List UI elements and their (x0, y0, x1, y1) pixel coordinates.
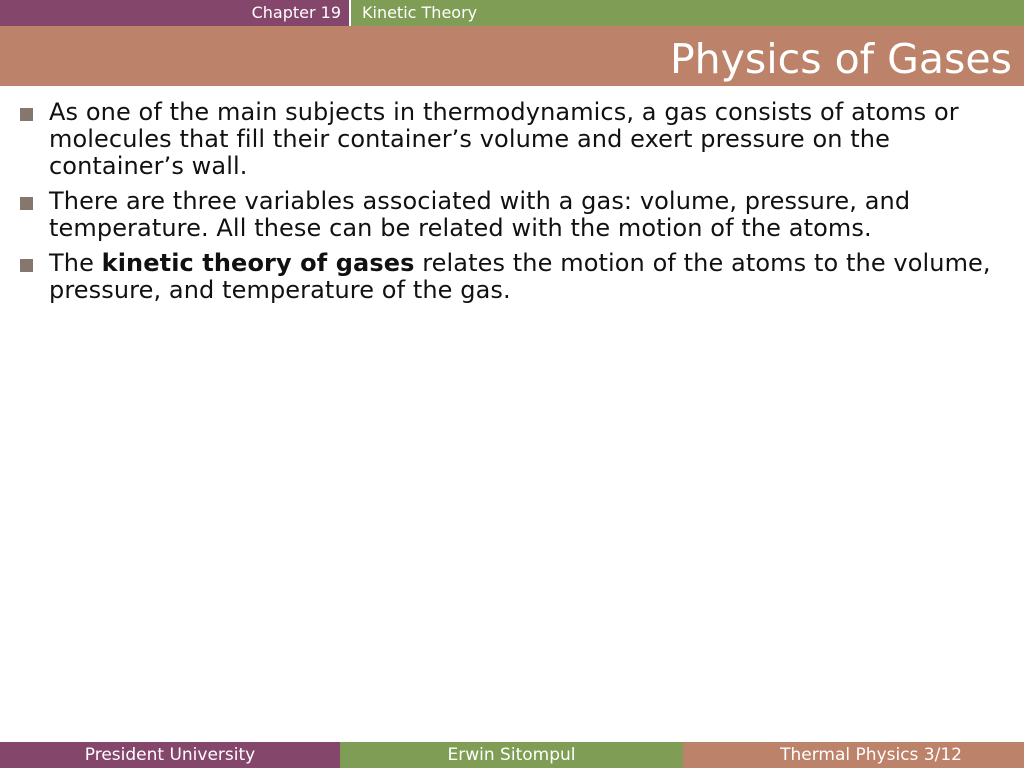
square-bullet-icon (20, 108, 33, 121)
footer-author: Erwin Sitompul (340, 742, 683, 768)
bullet-text (49, 250, 1010, 304)
bullet-text-part: relates the motion of the atoms to the volume, pressure, and temperature of the gas. (49, 249, 991, 304)
title-band (0, 26, 1024, 86)
topic-label: Kinetic Theory (351, 0, 1024, 26)
bullet-item (20, 99, 1010, 180)
bullet-text-part: The (49, 249, 102, 277)
square-bullet-icon (20, 259, 33, 272)
footer-course-page: Thermal Physics 3/12 (683, 742, 1024, 768)
bullet-text-part: As one of the main subjects in thermodynamics, a gas consists of atoms or molecules that fill their container’s volume and exert pressure on the container’s wall. (49, 98, 959, 180)
square-bullet-icon (20, 197, 33, 210)
header-bar (0, 0, 1024, 26)
footer-bar (0, 742, 1024, 768)
bullet-list (20, 99, 1010, 312)
bullet-item (20, 188, 1010, 242)
slide-title: Physics of Gases (669, 35, 1012, 83)
bullet-text (49, 99, 1010, 180)
bullet-emphasis: kinetic theory of gases (101, 249, 415, 277)
chapter-label: Chapter 19 (0, 0, 349, 26)
bullet-text-part: There are three variables associated with a gas: volume, pressure, and temperature. All these can be related with the motion of the atoms. (49, 187, 911, 242)
bullet-item (20, 250, 1010, 304)
bullet-text (49, 188, 1010, 242)
footer-institution: President University (0, 742, 340, 768)
